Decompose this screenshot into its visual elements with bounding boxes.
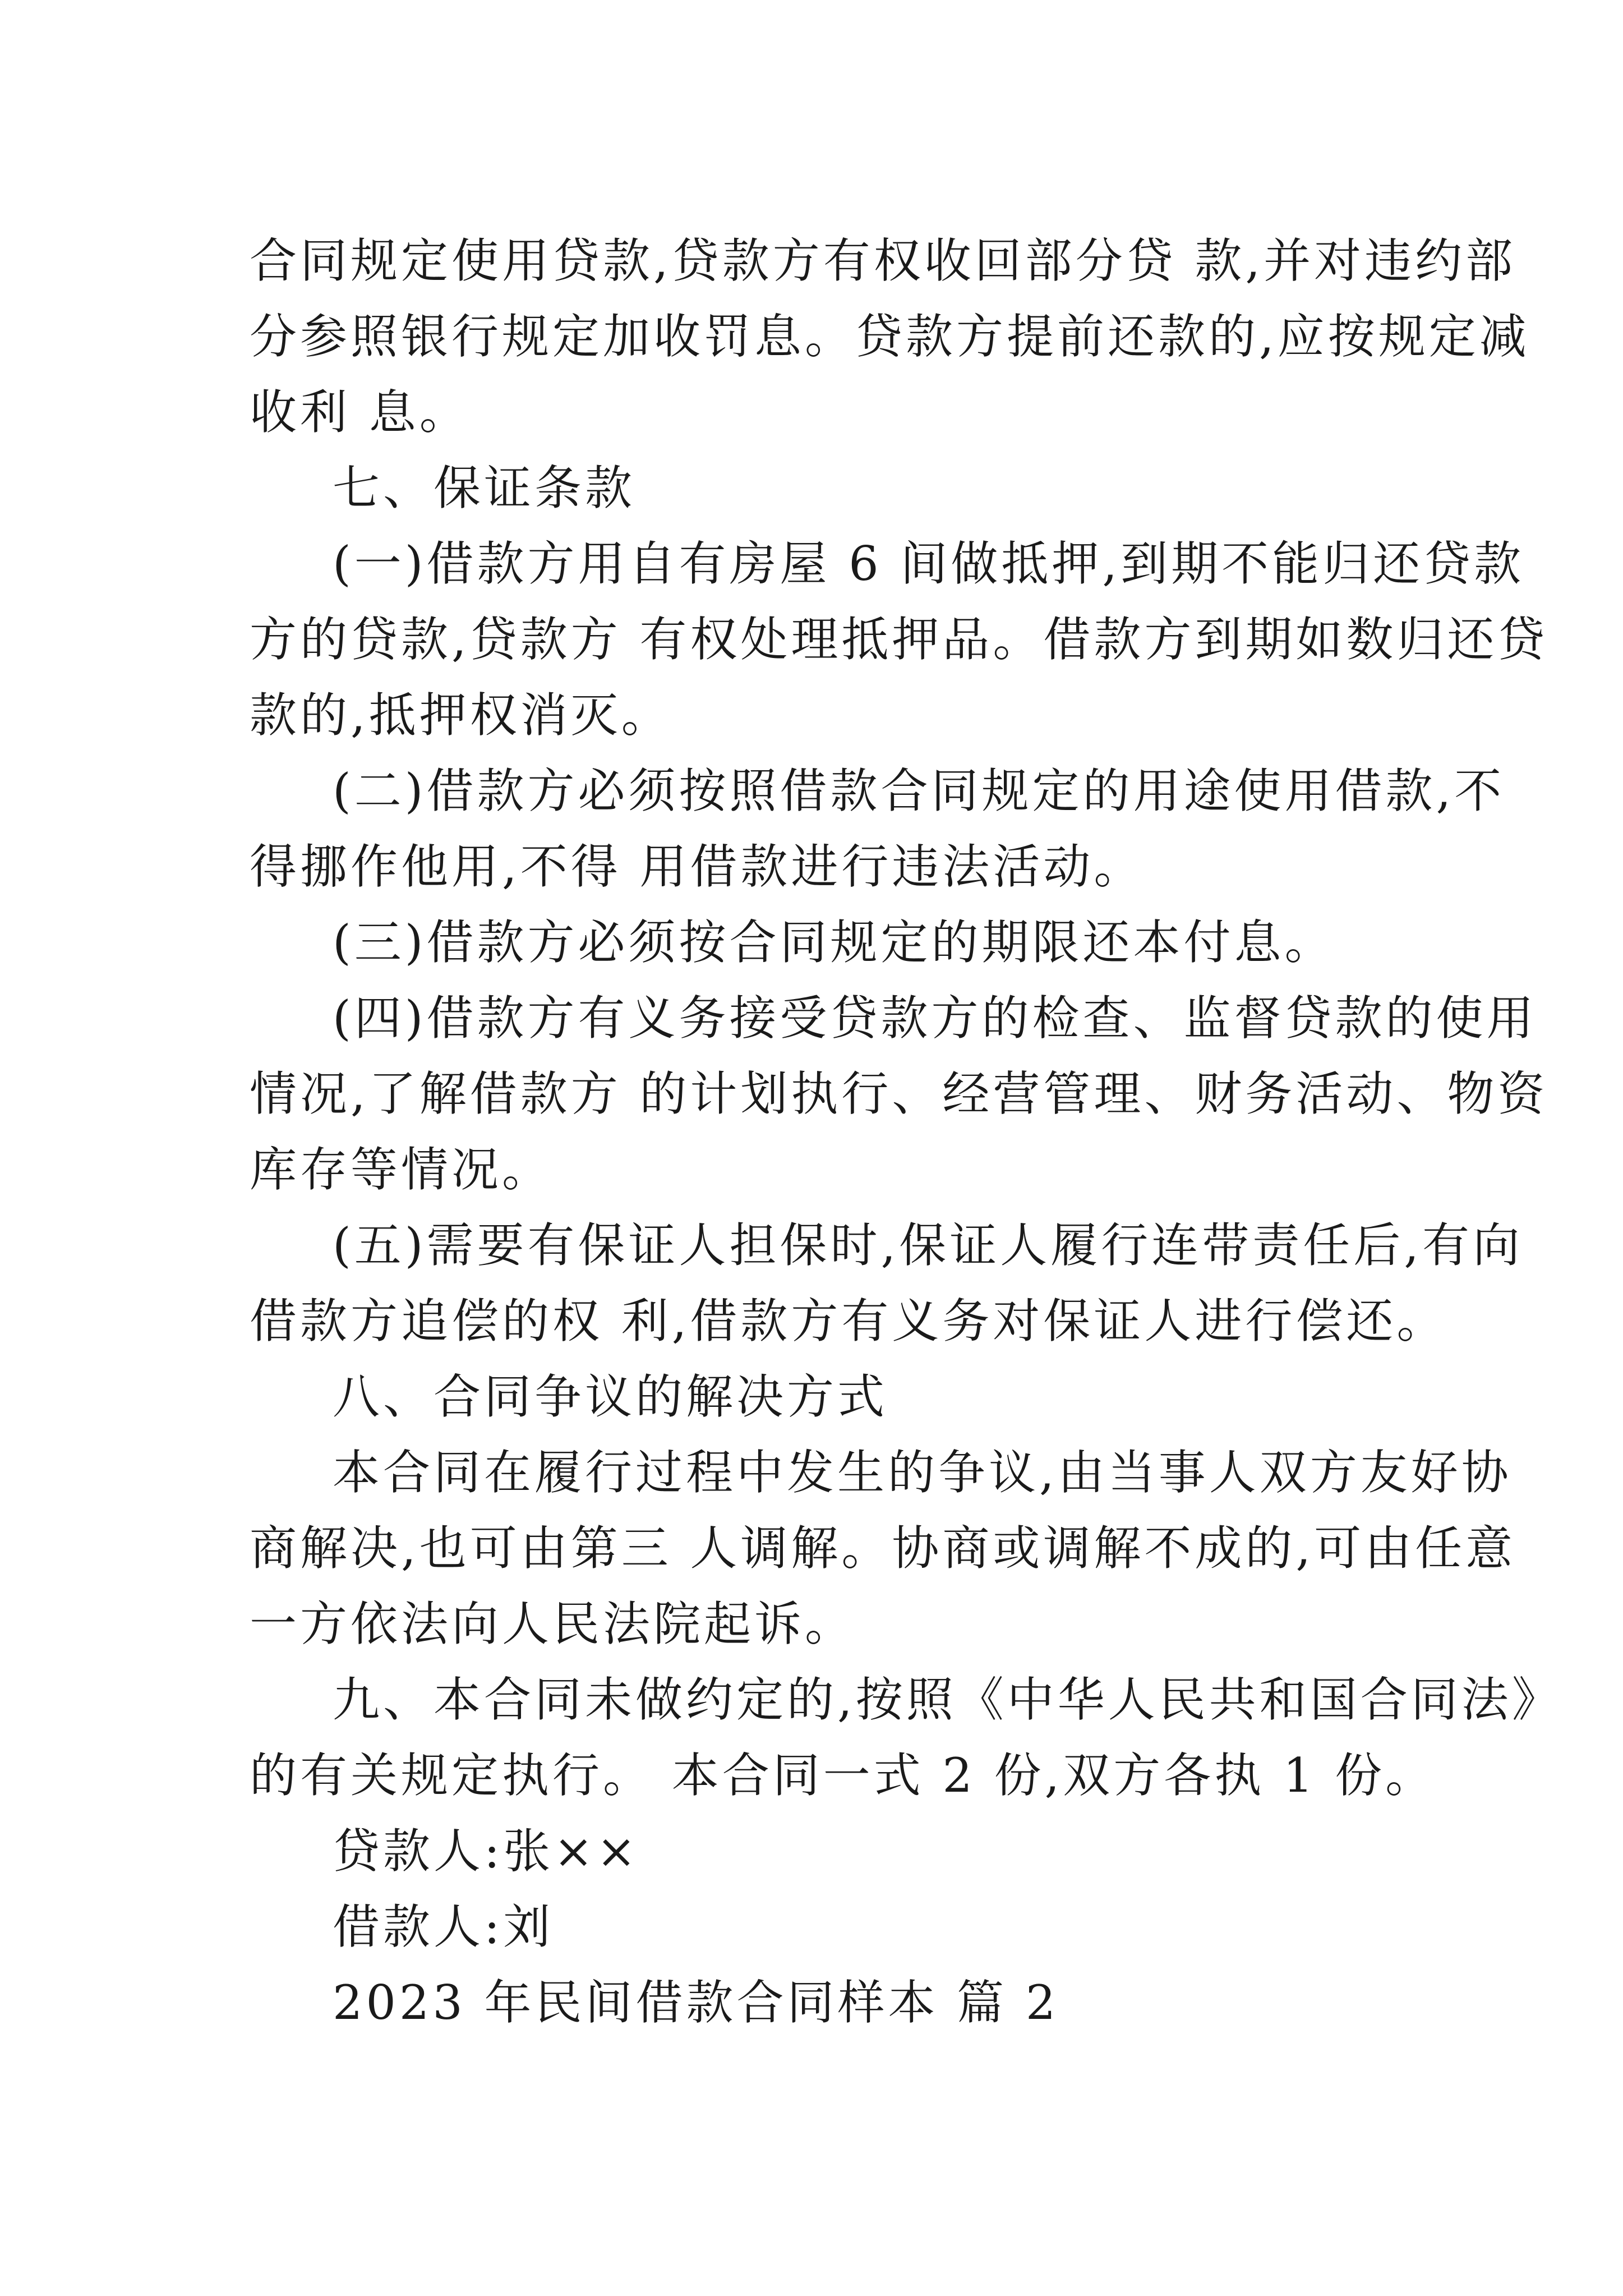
borrower-signature-line: 借款人:刘 bbox=[333, 1899, 554, 1954]
text-line: 一方依法向人民法院起诉。 bbox=[250, 1596, 856, 1651]
section-heading: 七、保证条款 bbox=[333, 461, 636, 516]
text-line: 合同规定使用贷款,贷款方有权收回部分贷 款,并对违约部 bbox=[250, 233, 1516, 288]
section-heading: 八、合同争议的解决方式 bbox=[333, 1369, 888, 1424]
text-line: 款的,抵押权消灭。 bbox=[250, 688, 672, 743]
text-line: 收利 息。 bbox=[250, 385, 470, 440]
text-line: 分参照银行规定加收罚息。贷款方提前还款的,应按规定减 bbox=[250, 309, 1530, 364]
text-line: (一)借款方用自有房屋 6 间做抵押,到期不能归还贷款 bbox=[333, 536, 1525, 591]
text-line: 本合同在履行过程中发生的争议,由当事人双方友好协 bbox=[333, 1445, 1512, 1500]
lender-signature-line: 贷款人:张×× bbox=[333, 1824, 640, 1879]
document-body bbox=[250, 223, 1562, 2041]
text-line: 商解决,也可由第三 人调解。协商或调解不成的,可由任意 bbox=[250, 1521, 1516, 1576]
text-line: 借款方追偿的权 利,借款方有义务对保证人进行偿还。 bbox=[250, 1294, 1447, 1349]
text-line: 九、本合同未做约定的,按照《中华人民共和国合同法》 bbox=[333, 1672, 1562, 1727]
text-line: (三)借款方必须按合同规定的期限还本付息。 bbox=[333, 915, 1335, 970]
next-section-title: 2023 年民间借款合同样本 篇 2 bbox=[333, 1975, 1059, 2030]
text-line: 的有关规定执行。 本合同一式 2 份,双方各执 1 份。 bbox=[250, 1748, 1436, 1803]
text-line: 得挪作他用,不得 用借款进行违法活动。 bbox=[250, 839, 1145, 894]
text-line: 情况,了解借款方 的计划执行、经营管理、财务活动、物资 bbox=[250, 1066, 1548, 1121]
text-line: (二)借款方必须按照借款合同规定的用途使用借款,不 bbox=[333, 763, 1505, 818]
text-line: (五)需要有保证人担保时,保证人履行连带责任后,有向 bbox=[333, 1218, 1523, 1273]
text-line: 方的贷款,贷款方 有权处理抵押品。借款方到期如数归还贷 bbox=[250, 612, 1548, 667]
text-line: (四)借款方有义务接受贷款方的检查、监督贷款的使用 bbox=[333, 991, 1537, 1046]
text-line: 库存等情况。 bbox=[250, 1142, 553, 1197]
